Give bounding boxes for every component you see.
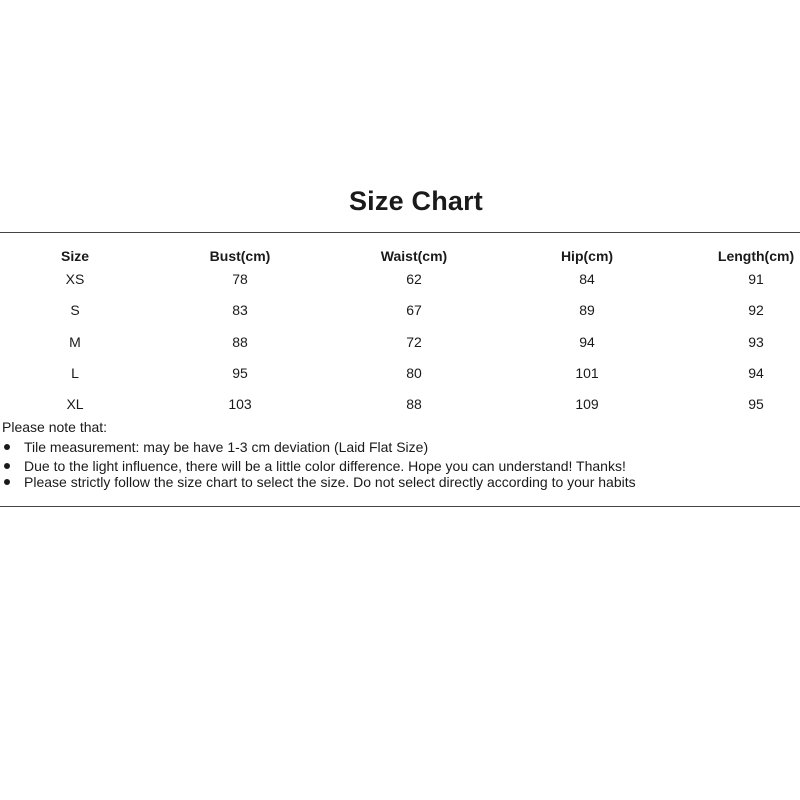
bullet-icon [4, 463, 10, 469]
table-cell-bust: 78 [232, 271, 248, 287]
table-cell-bust: 95 [232, 365, 248, 381]
note-item: Tile measurement: may be have 1-3 cm deviation (Laid Flat Size) [24, 439, 429, 455]
size-chart-title: Size Chart [348, 186, 484, 216]
table-cell-waist: 88 [406, 396, 422, 412]
notes-heading: Please note that: [2, 419, 108, 435]
table-cell-size: XS [65, 271, 85, 287]
column-header-size: Size [60, 248, 89, 264]
bullet-icon [4, 479, 10, 485]
note-item: Please strictly follow the size chart to select the size. Do not select directly according to your habits [24, 474, 636, 490]
bottom-divider [0, 506, 800, 507]
table-cell-length: 91 [748, 271, 764, 287]
table-cell-waist: 62 [406, 271, 422, 287]
table-cell-hip: 94 [579, 334, 595, 350]
column-header-bust: Bust(cm) [209, 248, 271, 264]
table-cell-hip: 101 [575, 365, 599, 381]
table-cell-size: S [70, 302, 80, 318]
table-cell-bust: 103 [228, 396, 252, 412]
table-cell-hip: 109 [575, 396, 599, 412]
table-cell-bust: 88 [232, 334, 248, 350]
table-cell-length: 93 [748, 334, 764, 350]
table-cell-size: M [69, 334, 81, 350]
table-cell-bust: 83 [232, 302, 248, 318]
table-cell-length: 95 [748, 396, 764, 412]
column-header-waist: Waist(cm) [380, 248, 448, 264]
top-divider [0, 232, 800, 233]
table-cell-hip: 84 [579, 271, 595, 287]
table-cell-waist: 72 [406, 334, 422, 350]
table-cell-length: 92 [748, 302, 764, 318]
column-header-length: Length(cm) [717, 248, 795, 264]
note-item: Due to the light influence, there will be a little color difference. Hope you can understand! Thanks! [24, 458, 626, 474]
table-cell-length: 94 [748, 365, 764, 381]
table-cell-size: XL [66, 396, 84, 412]
table-cell-waist: 67 [406, 302, 422, 318]
table-cell-waist: 80 [406, 365, 422, 381]
table-cell-hip: 89 [579, 302, 595, 318]
column-header-hip: Hip(cm) [560, 248, 614, 264]
table-cell-size: L [71, 365, 79, 381]
bullet-icon [4, 444, 10, 450]
